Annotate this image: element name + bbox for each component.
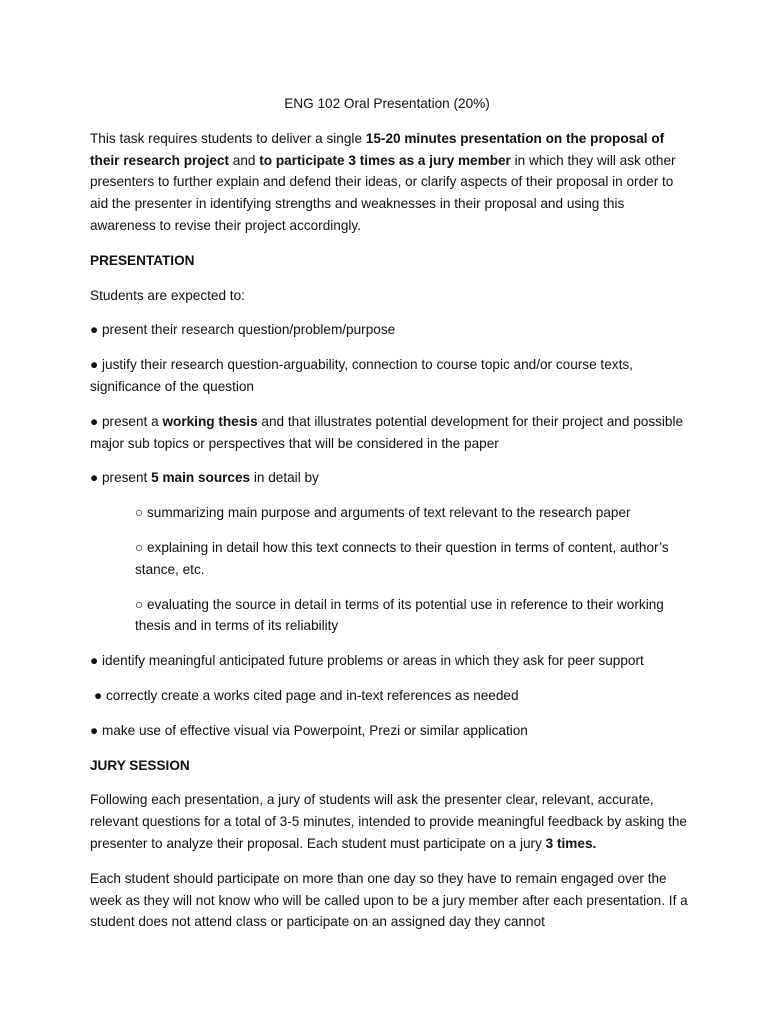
bullet-sources-text-1: ● present <box>90 470 152 486</box>
jury-p1-bold: 3 times. <box>545 835 597 851</box>
jury-paragraph-2: Each student should participate on more than one day so they have to remain engaged over the week as they will not know who will be called upon to be a jury member after each presentation. If a student does not attend class or participate on an assigned day they cannot <box>90 870 688 930</box>
sub-bullet-explaining: ○ explaining in detail how this text connects to their question in terms of content, author’s stance, etc. <box>135 539 669 577</box>
jury-p1-text: Following each presentation, a jury of students will ask the presenter clear, relevant, accurate, relevant questions for a total of 3-5 minutes, intended to provide meaningful feedback by asking the presenter to analyze their proposal. Each student must participate on a jury <box>90 792 687 851</box>
sub-bullet-evaluating: ○ evaluating the source in detail in terms of its potential use in reference to their working thesis and in terms of its reliability <box>135 596 664 634</box>
bullet-thesis-bold: working thesis <box>162 413 258 429</box>
bullet-anticipated-problems: ● identify meaningful anticipated future problems or areas in which they ask for peer support <box>90 653 644 669</box>
intro-text-1: This task requires students to deliver a single <box>90 130 366 146</box>
intro-bold-2: to participate 3 times as a jury member <box>259 152 511 168</box>
bullet-thesis-text-2: and that illustrates potential development for their project and possible major sub topics or perspectives that will be considered in the paper <box>90 413 684 451</box>
jury-paragraph-1 <box>90 789 690 854</box>
intro-paragraph <box>90 128 690 237</box>
intro-text-3: in which they will ask other presenters to further explain and defend their ideas, or clarify aspects of their proposal in order to aid the presenter in identifying strengths and weaknesses in their proposal and using this awareness to revise their project accordingly. <box>90 152 676 233</box>
bullet-justify: ● justify their research question-arguability, connection to course topic and/or course texts, significance of the question <box>90 357 633 394</box>
presentation-lead: Students are expected to: <box>90 287 245 303</box>
bullet-research-question: ● present their research question/problem/purpose <box>90 322 396 338</box>
bullet-sources-bold: 5 main sources <box>151 470 251 486</box>
intro-bold-1: 15-20 minutes presentation on the proposal of their research project <box>90 130 665 168</box>
bullet-thesis-text-1: ● present a <box>90 413 163 429</box>
document-body <box>90 93 690 946</box>
bullet-working-thesis <box>90 411 690 455</box>
document-title: ENG 102 Oral Presentation (20%) <box>284 96 490 111</box>
intro-text-2: and <box>229 152 260 168</box>
sub-bullet-summarizing: ○ summarizing main purpose and arguments of text relevant to the research paper <box>135 505 631 521</box>
bullet-sources-text-2: in detail by <box>250 470 319 486</box>
presentation-heading: PRESENTATION <box>90 252 195 268</box>
bullet-main-sources <box>90 467 690 489</box>
bullet-works-cited: ● correctly create a works cited page and in-text references as needed <box>94 687 519 703</box>
jury-heading: JURY SESSION <box>90 757 190 773</box>
bullet-visuals: ● make use of effective visual via Powerpoint, Prezi or similar application <box>90 722 528 738</box>
